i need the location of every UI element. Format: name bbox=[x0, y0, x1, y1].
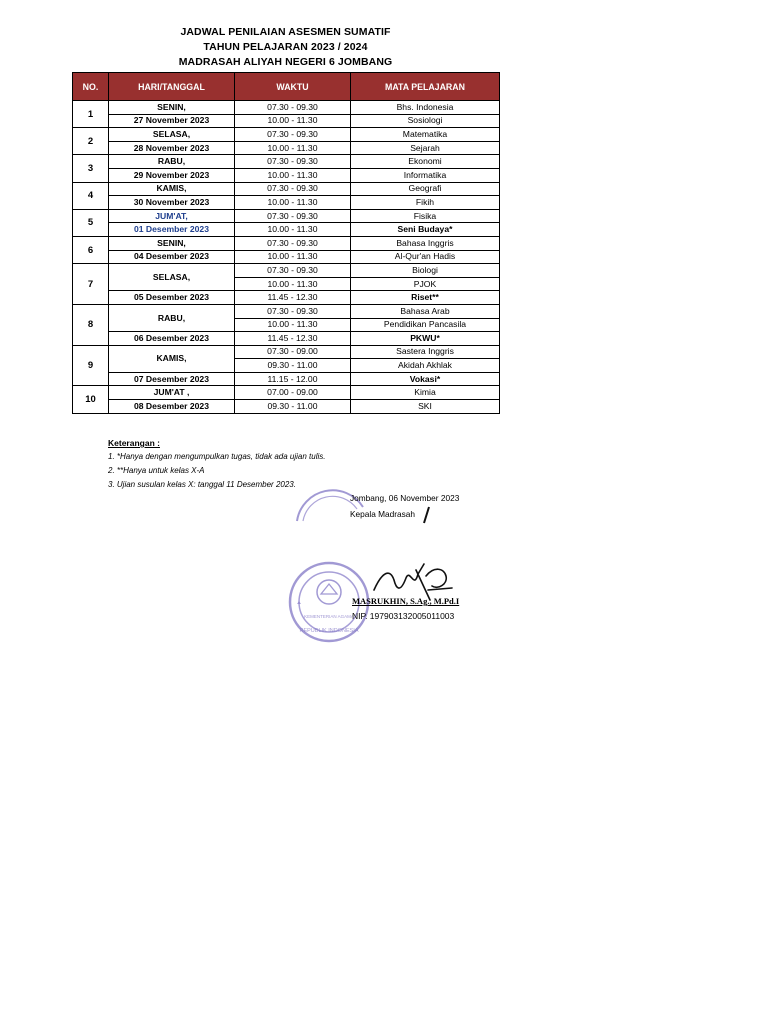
subject-cell: Al-Qur'an Hadis bbox=[351, 250, 500, 264]
row-number: 1 bbox=[73, 101, 109, 128]
date-cell: 06 Desember 2023 bbox=[109, 332, 235, 346]
col-header-no: NO. bbox=[73, 73, 109, 101]
time-cell: 10.00 - 11.30 bbox=[235, 168, 351, 182]
subject-cell: Ekonomi bbox=[351, 155, 500, 169]
time-cell: 09.30 - 11.00 bbox=[235, 400, 351, 414]
table-row bbox=[73, 196, 500, 210]
day-cell: SENIN, bbox=[109, 236, 235, 250]
day-cell: RABU, bbox=[109, 155, 235, 169]
time-cell: 07.30 - 09.30 bbox=[235, 236, 351, 250]
time-cell: 07.30 - 09.30 bbox=[235, 209, 351, 223]
col-header-day-date: HARI/TANGGAL bbox=[109, 73, 235, 101]
header-school: MADRASAH ALIYAH NEGERI 6 JOMBANG bbox=[178, 56, 393, 68]
table-row bbox=[73, 101, 500, 115]
schedule-table bbox=[72, 72, 500, 414]
time-cell: 09.30 - 11.00 bbox=[235, 359, 351, 373]
row-number: 2 bbox=[73, 128, 109, 155]
date-cell: 01 Desember 2023 bbox=[109, 223, 235, 237]
time-cell: 11.15 - 12.00 bbox=[235, 372, 351, 386]
stamp-text-bottom: REPUBLIK INDONESIA bbox=[299, 628, 359, 634]
subject-cell: Seni Budaya* bbox=[351, 223, 500, 237]
table-row bbox=[73, 386, 500, 400]
document-header bbox=[72, 25, 499, 70]
table-row bbox=[73, 250, 500, 264]
subject-cell: Bhs. Indonesia bbox=[351, 101, 500, 115]
date-cell: 30 November 2023 bbox=[109, 196, 235, 210]
table-row bbox=[73, 114, 500, 128]
signatory-name: MASRUKHIN, S.Ag., M.Pd.I bbox=[352, 596, 460, 606]
time-cell: 07.30 - 09.30 bbox=[235, 304, 351, 318]
day-cell: SENIN, bbox=[109, 101, 235, 115]
table-row bbox=[73, 209, 500, 223]
subject-cell: Sosiologi bbox=[351, 114, 500, 128]
time-cell: 07.30 - 09.30 bbox=[235, 264, 351, 278]
row-number: 7 bbox=[73, 264, 109, 305]
row-number: 8 bbox=[73, 304, 109, 345]
table-row bbox=[73, 223, 500, 237]
date-cell: 08 Desember 2023 bbox=[109, 400, 235, 414]
time-cell: 07.30 - 09.30 bbox=[235, 155, 351, 169]
day-cell: SELASA, bbox=[109, 128, 235, 142]
table-row bbox=[73, 332, 500, 346]
day-cell: JUM'AT, bbox=[109, 209, 235, 223]
col-header-time: WAKTU bbox=[235, 73, 351, 101]
subject-cell: Biologi bbox=[351, 264, 500, 278]
note-item: 2. **Hanya untuk kelas X-A bbox=[108, 466, 205, 475]
time-cell: 11.45 - 12.30 bbox=[235, 291, 351, 305]
date-cell: 07 Desember 2023 bbox=[109, 372, 235, 386]
time-cell: 10.00 - 11.30 bbox=[235, 277, 351, 291]
time-cell: 10.00 - 11.30 bbox=[235, 223, 351, 237]
notes-section bbox=[108, 436, 325, 492]
table-row bbox=[73, 236, 500, 250]
table-row bbox=[73, 182, 500, 196]
table-header-row bbox=[73, 73, 500, 101]
date-cell: 27 November 2023 bbox=[109, 114, 235, 128]
time-cell: 07.30 - 09.30 bbox=[235, 128, 351, 142]
subject-cell: Bahasa Arab bbox=[351, 304, 500, 318]
date-cell: 04 Desember 2023 bbox=[109, 250, 235, 264]
day-cell: KAMIS, bbox=[109, 182, 235, 196]
time-cell: 10.00 - 11.30 bbox=[235, 196, 351, 210]
row-number: 6 bbox=[73, 236, 109, 263]
note-item: 1. *Hanya dengan mengumpulkan tugas, tidak ada ujian tulis. bbox=[108, 452, 326, 461]
day-cell: RABU, bbox=[109, 304, 235, 331]
time-cell: 07.30 - 09.30 bbox=[235, 101, 351, 115]
stamp-text-top: KEMENTERIAN AGAMA bbox=[304, 614, 354, 619]
subject-cell: Vokasi* bbox=[351, 372, 500, 386]
subject-cell: Akidah Akhlak bbox=[351, 359, 500, 373]
date-cell: 29 November 2023 bbox=[109, 168, 235, 182]
subject-cell: Bahasa Inggris bbox=[351, 236, 500, 250]
subject-cell: Kimia bbox=[351, 386, 500, 400]
table-row bbox=[73, 141, 500, 155]
subject-cell: Fikih bbox=[351, 196, 500, 210]
subject-cell: Informatika bbox=[351, 168, 500, 182]
time-cell: 11.45 - 12.30 bbox=[235, 332, 351, 346]
pen-mark-icon bbox=[420, 505, 432, 525]
table-row bbox=[73, 291, 500, 305]
time-cell: 07.30 - 09.00 bbox=[235, 345, 351, 359]
header-year: TAHUN PELAJARAN 2023 / 2024 bbox=[203, 41, 368, 53]
header-title: JADWAL PENILAIAN ASESMEN SUMATIF bbox=[180, 26, 391, 38]
table-row bbox=[73, 128, 500, 142]
signatory-nip: NIP. 197903132005011003 bbox=[352, 611, 455, 621]
table-row bbox=[73, 264, 500, 278]
subject-cell: Matematika bbox=[351, 128, 500, 142]
table-row bbox=[73, 345, 500, 359]
time-cell: 10.00 - 11.30 bbox=[235, 250, 351, 264]
subject-cell: PJOK bbox=[351, 277, 500, 291]
notes-title: Keterangan : bbox=[108, 438, 160, 448]
subject-cell: Riset** bbox=[351, 291, 500, 305]
time-cell: 10.00 - 11.30 bbox=[235, 141, 351, 155]
subject-cell: SKI bbox=[351, 400, 500, 414]
subject-cell: Geografi bbox=[351, 182, 500, 196]
subject-cell: Sejarah bbox=[351, 141, 500, 155]
table-row bbox=[73, 168, 500, 182]
row-number: 5 bbox=[73, 209, 109, 236]
row-number: 3 bbox=[73, 155, 109, 182]
col-header-subject: MATA PELAJARAN bbox=[351, 73, 500, 101]
row-number: 10 bbox=[73, 386, 109, 413]
time-cell: 10.00 - 11.30 bbox=[235, 114, 351, 128]
note-item: 3. Ujian susulan kelas X: tanggal 11 Desember 2023. bbox=[108, 480, 296, 489]
table-row bbox=[73, 155, 500, 169]
time-cell: 10.00 - 11.30 bbox=[235, 318, 351, 332]
day-cell: KAMIS, bbox=[109, 345, 235, 372]
time-cell: 07.00 - 09.00 bbox=[235, 386, 351, 400]
day-cell: JUM'AT , bbox=[109, 386, 235, 400]
subject-cell: Sastera Inggris bbox=[351, 345, 500, 359]
date-cell: 28 November 2023 bbox=[109, 141, 235, 155]
subject-cell: Fisika bbox=[351, 209, 500, 223]
table-row bbox=[73, 372, 500, 386]
date-cell: 05 Desember 2023 bbox=[109, 291, 235, 305]
subject-cell: PKWU* bbox=[351, 332, 500, 346]
table-row bbox=[73, 304, 500, 318]
row-number: 9 bbox=[73, 345, 109, 386]
row-number: 4 bbox=[73, 182, 109, 209]
signature-date: Jombang, 06 November 2023 bbox=[350, 493, 460, 503]
table-row bbox=[73, 400, 500, 414]
day-cell: SELASA, bbox=[109, 264, 235, 291]
subject-cell: Pendidikan Pancasila bbox=[351, 318, 500, 332]
signature-role: Kepala Madrasah bbox=[350, 509, 416, 519]
time-cell: 07.30 - 09.30 bbox=[235, 182, 351, 196]
